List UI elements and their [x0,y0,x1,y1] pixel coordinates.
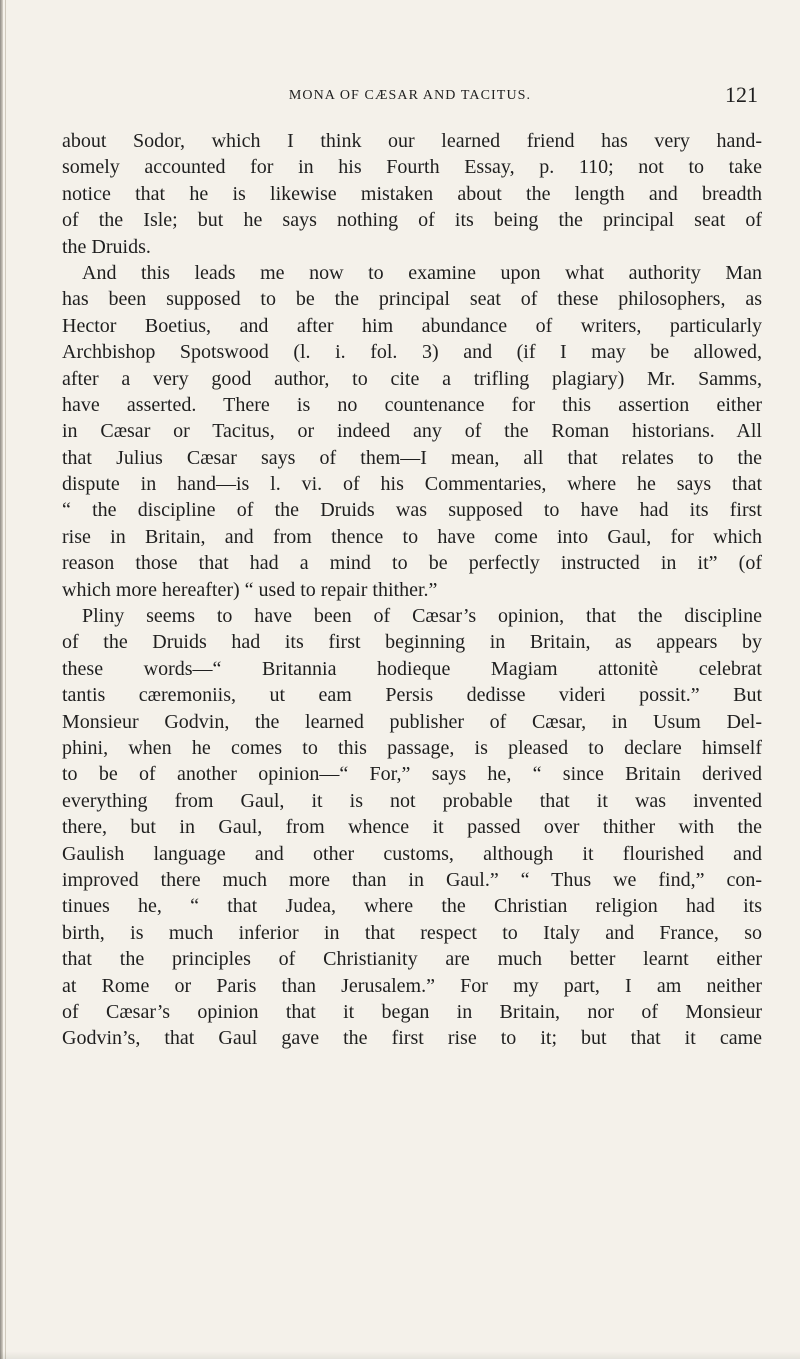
text-line: that Julius Cæsar says of them—I mean, all that relates to the [62,446,762,469]
text-line: which more hereafter) “ used to repair thither.” [62,578,438,601]
text-line: there, but in Gaul, from whence it passed over thither with the [62,816,762,839]
text-line: rise in Britain, and from thence to have come into Gaul, for which [62,525,762,548]
text-line: at Rome or Paris than Jerusalem.” For my part, I am neither [62,974,762,997]
text-line: Hector Boetius, and after him abundance of writers, particularly [62,314,762,337]
text-line: that the principles of Christianity are much better learnt either [62,948,762,971]
page-binding-line [5,0,6,1359]
text-line: reason those that had a mind to be perfectly instructed in it” (of [62,552,762,575]
text-line: everything from Gaul, it is not probable that it was invented [62,789,762,812]
text-line: these words—“ Britannia hodieque Magiam attonitè celebrat [62,657,762,680]
text-line: notice that he is likewise mistaken about the length and breadth [62,182,762,205]
text-line: tinues he, “ that Judea, where the Christian religion had its [62,895,762,918]
text-line: have asserted. There is no countenance for this assertion either [62,393,762,416]
page-bottom-shadow [0,1351,800,1359]
text-line: in Cæsar or Tacitus, or indeed any of the Roman historians. All [62,420,762,443]
running-head: MONA OF CÆSAR AND TACITUS. [288,88,532,103]
text-line: “ the discipline of the Druids was supposed to have had its first [62,499,762,522]
text-line: the Druids. [62,235,151,258]
text-line: after a very good author, to cite a trifling plagiary) Mr. Samms, [62,367,762,390]
text-line: to be of another opinion—“ For,” says he, “ since Britain derived [62,763,762,786]
body-text [62,128,762,1052]
text-line: improved there much more than in Gaul.” “ Thus we find,” con- [62,868,762,891]
text-line: phini, when he comes to this passage, is pleased to declare himself [62,736,762,759]
text-line: Godvin’s, that Gaul gave the first rise to it; but that it came [62,1027,762,1050]
text-line: about Sodor, which I think our learned friend has very hand- [62,130,762,152]
text-line: Monsieur Godvin, the learned publisher of Cæsar, in Usum Del- [62,710,762,733]
text-line: somely accounted for in his Fourth Essay, p. 110; not to take [62,156,762,179]
text-line: Pliny seems to have been of Cæsar’s opinion, that the discipline [82,605,762,628]
page-header [60,82,760,112]
text-line: has been supposed to be the principal seat of these philosophers, as [62,288,762,311]
text-line: of the Druids had its first beginning in Britain, as appears by [62,631,762,654]
text-line: dispute in hand—is l. vi. of his Commentaries, where he says that [62,473,762,496]
text-line: Gaulish language and other customs, although it flourished and [62,842,762,865]
text-line: birth, is much inferior in that respect to Italy and France, so [62,921,762,944]
text-line: Archbishop Spotswood (l. i. fol. 3) and (if I may be allowed, [62,341,762,364]
text-line: tantis cæremoniis, ut eam Persis dedisse videri possit.” But [62,684,762,707]
page-number: 121 [725,82,758,107]
text-line: of the Isle; but he says nothing of its being the principal seat of [62,209,762,232]
text-line: of Cæsar’s opinion that it began in Britain, nor of Monsieur [62,1000,762,1023]
text-line: And this leads me now to examine upon what authority Man [82,261,762,284]
page-binding-edge [0,0,3,1359]
